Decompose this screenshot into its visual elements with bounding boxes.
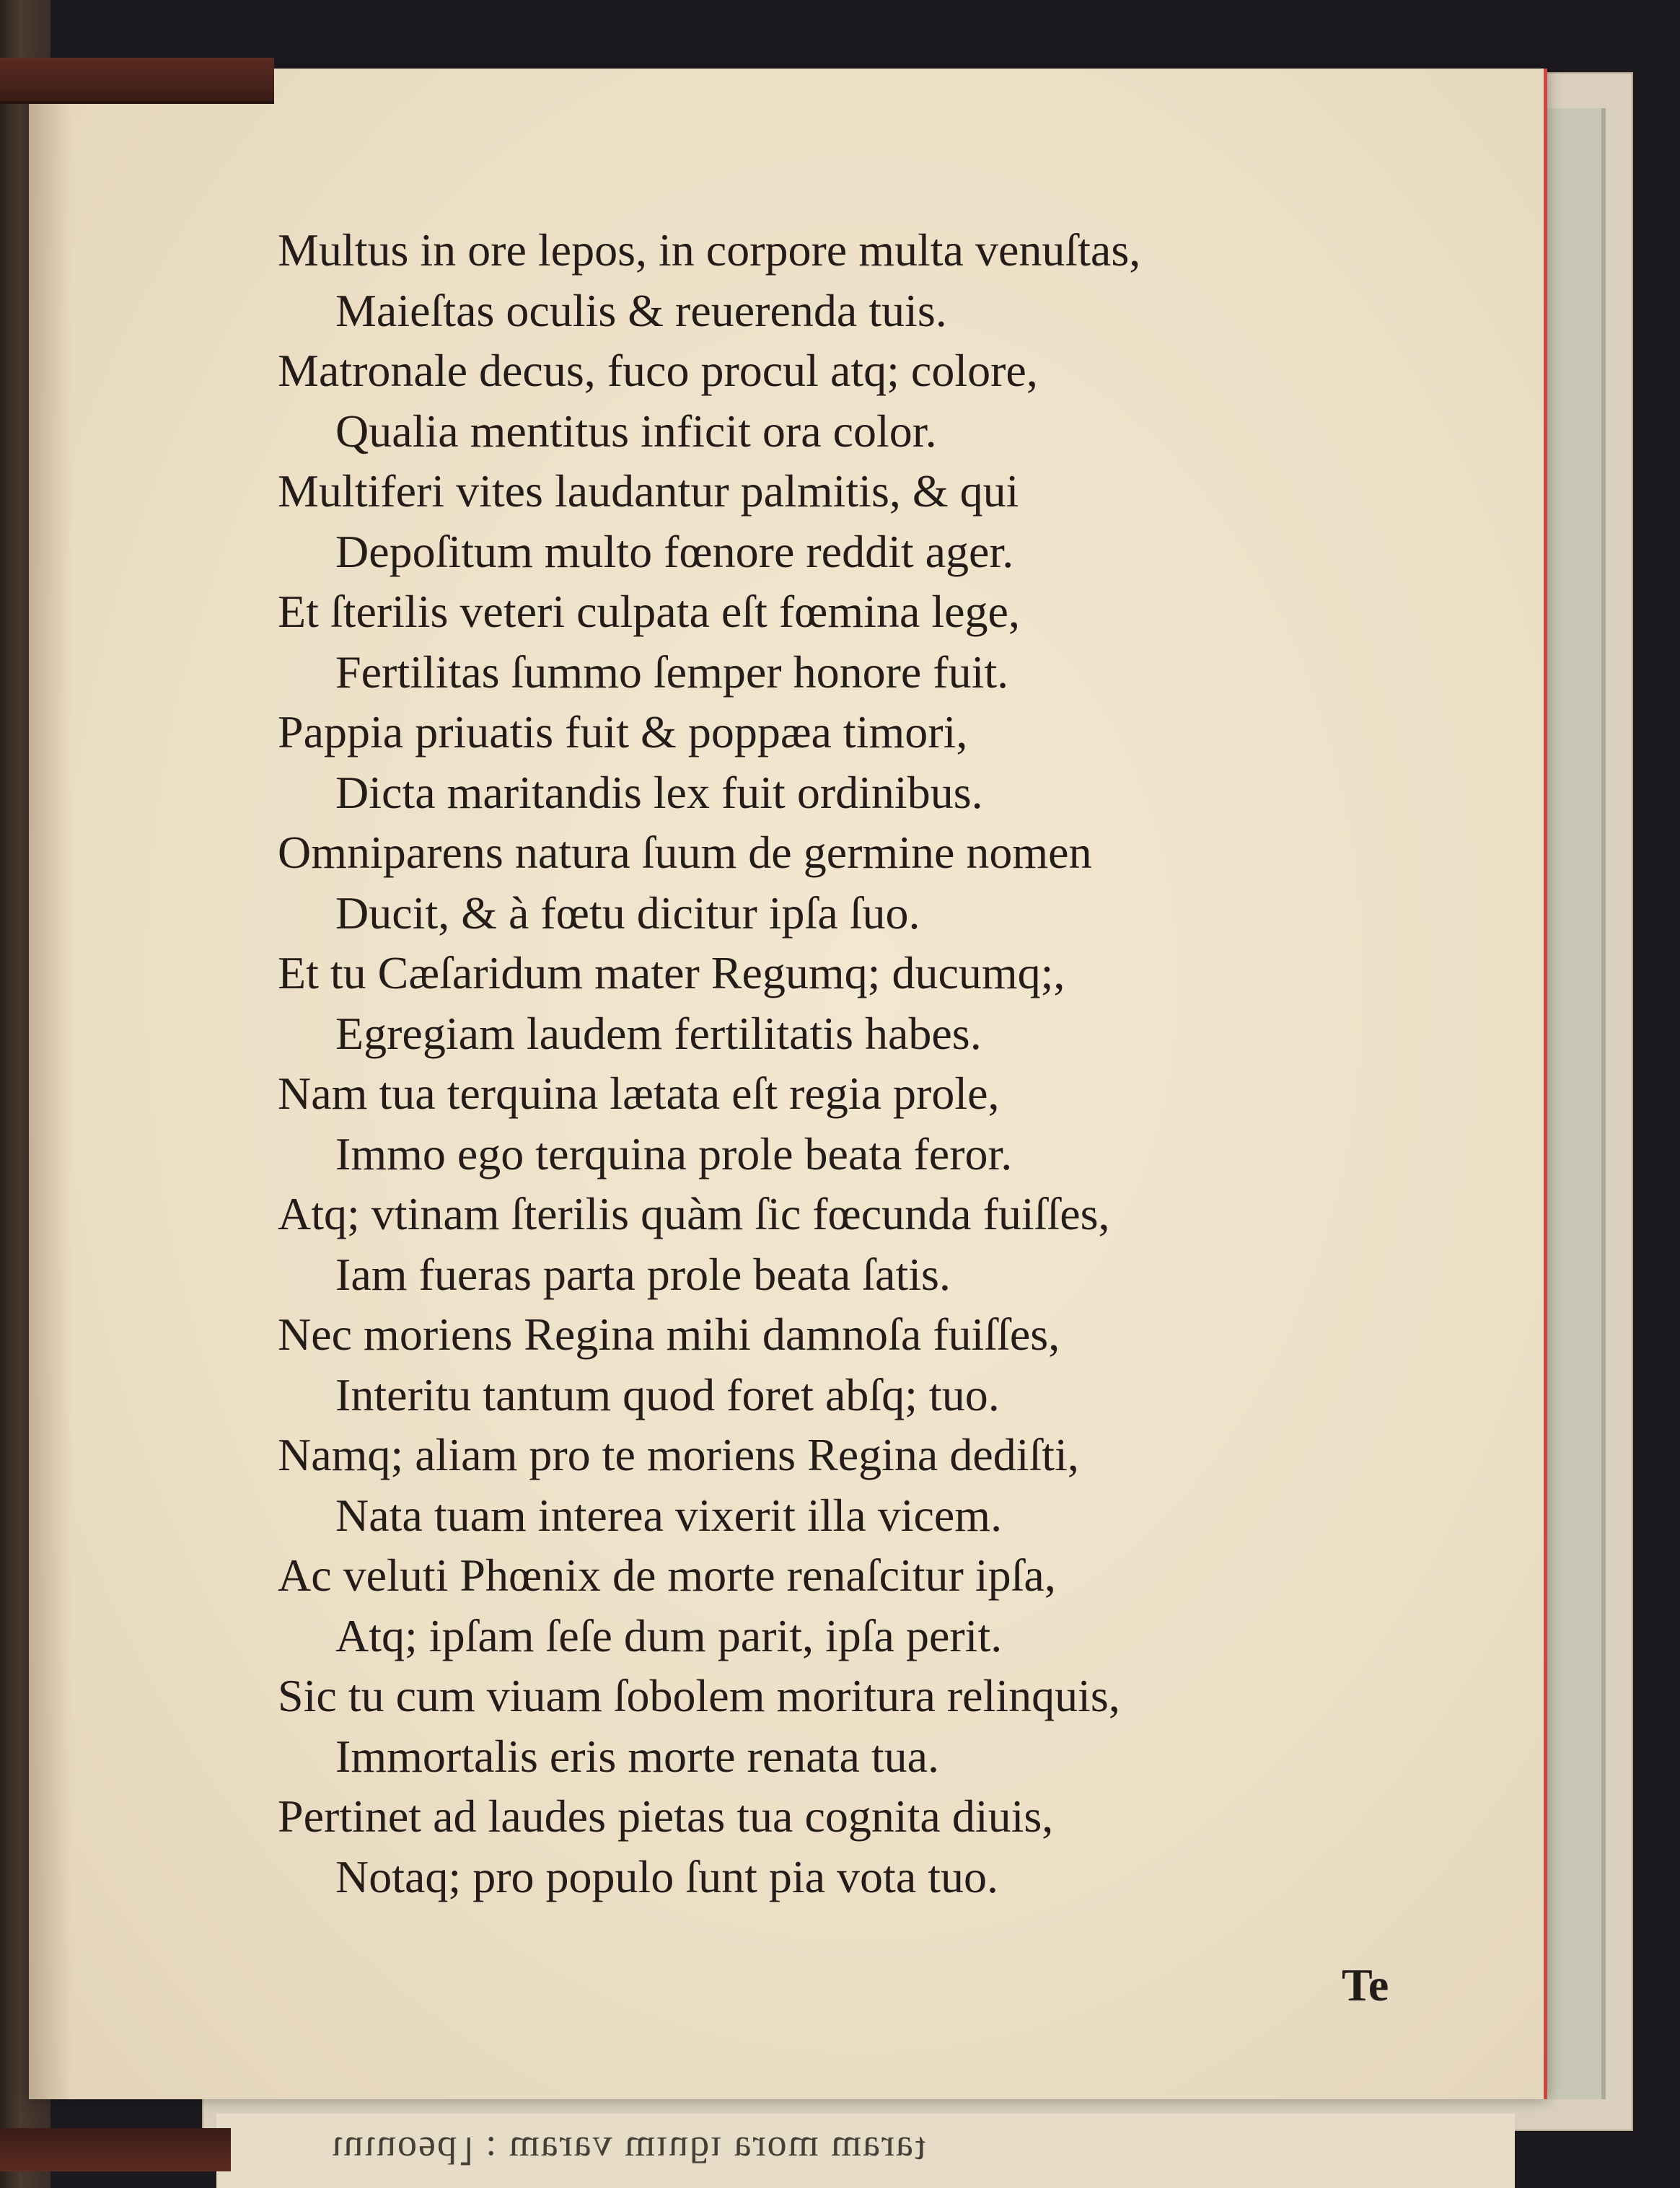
spine-headband-top bbox=[0, 58, 274, 104]
verse-block bbox=[278, 220, 1140, 1907]
verse-line: Sic tu cum viuam ſobolem moritura relinquis, bbox=[278, 1670, 1120, 1721]
verse-line: Interitu tantum quod foret abſq; tuo. bbox=[335, 1368, 1000, 1420]
verse-line: Maieſtas oculis & reuerenda tuis. bbox=[335, 284, 947, 336]
verse-line: Atq; ipſam ſeſe dum parit, ipſa perit. bbox=[335, 1609, 1003, 1661]
verse-line: Egregiam laudem fertilitatis habes. bbox=[335, 1007, 982, 1059]
verse-line: Immortalis eris morte renata tua. bbox=[335, 1730, 940, 1782]
verse-line: Multiferi vites laudantur palmitis, & qui bbox=[278, 465, 1019, 517]
spine-headband-bottom bbox=[0, 2128, 231, 2171]
verse-line: Namq; aliam pro te moriens Regina dediſti, bbox=[278, 1429, 1079, 1480]
verse-line: Qualia mentitus inficit ora color. bbox=[335, 405, 937, 457]
verse-line: Matronale decus, fuco procul atq; colore, bbox=[278, 345, 1038, 396]
verse-line: Immo ego terquina prole beata feror. bbox=[335, 1128, 1013, 1179]
verse-line: Nata tuam interea vixerit illa vicem. bbox=[335, 1489, 1003, 1541]
verse-line: Pertinet ad laudes pietas tua cognita diuis, bbox=[278, 1791, 1054, 1842]
verse-line: Omniparens natura ſuum de germine nomen bbox=[278, 827, 1092, 878]
verse-line: Nec moriens Regina mihi damnoſa fuiſſes, bbox=[278, 1309, 1060, 1360]
verse-line: Atq; vtinam ſterilis quàm ſic fœcunda fuiſſes, bbox=[278, 1188, 1110, 1239]
verse-line: Pappia priuatis fuit & poppæa timori, bbox=[278, 706, 968, 757]
verse-line: Et tu Cæſaridum mater Regumq; ducumq;, bbox=[278, 947, 1065, 998]
catchword: Te bbox=[1342, 1959, 1389, 2011]
verse-line: Ducit, & à fœtu dicitur ipſa ſuo. bbox=[335, 887, 920, 939]
verse-line: Fertilitas ſummo ſemper honore fuit. bbox=[335, 646, 1009, 698]
verse-line: Depoſitum multo fœnore reddit ager. bbox=[335, 525, 1014, 577]
verse-line: Et ſterilis veteri culpata eſt fœmina lege, bbox=[278, 586, 1020, 637]
verse-line: Notaq; pro populo ſunt pia vota tuo. bbox=[335, 1850, 998, 1902]
gutter-shadow bbox=[29, 69, 72, 2099]
verse-line: Nam tua terquina lætata eſt regia prole, bbox=[278, 1068, 1000, 1119]
book-page bbox=[29, 69, 1547, 2099]
bottom-bleed-text: ιuιuoɘd˥ : ɯɐɹɐʌ ɯıuƃı ɐɹoɯ ɯɐɹɐʇ bbox=[332, 2129, 928, 2172]
verse-line: Multus in ore lepos, in corpore multa venuſtas, bbox=[278, 224, 1141, 276]
verse-line: Dicta maritandis lex fuit ordinibus. bbox=[335, 766, 983, 818]
verse-line: Iam fueras parta prole beata ſatis. bbox=[335, 1248, 951, 1300]
bottom-leaf-strip bbox=[216, 2114, 1515, 2188]
verse-line: Ac veluti Phœnix de morte renaſcitur ipſa, bbox=[278, 1550, 1056, 1601]
